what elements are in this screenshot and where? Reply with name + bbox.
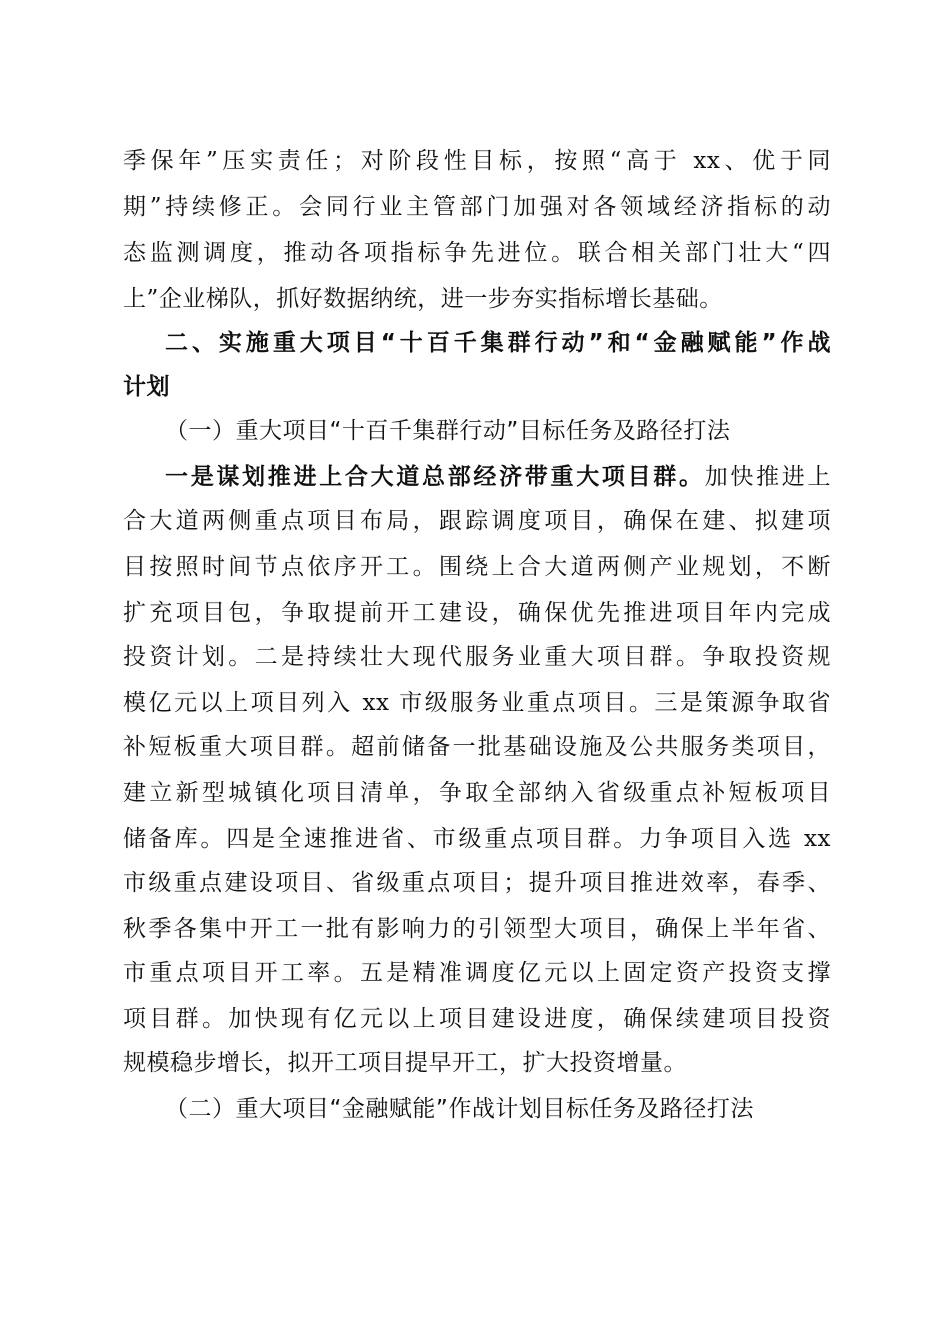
section-heading: 二、实施重大项目“十百千集群行动”和“金融赋能”作战 [165,330,831,356]
body-line: 项目群。加快现有亿元以上项目建设进度，确保续建项目投资 [123,1006,831,1032]
body-line: 秋季各集中开工一批有影响力的引领型大项目，确保上半年省、 [123,916,831,942]
body-line: 补短板重大项目群。超前储备一批基础设施及公共服务类项目， [123,734,831,760]
body-line: 态监测调度，推动各项指标争先进位。联合相关部门壮大“四 [123,240,831,266]
body-line: 建立新型城镇化项目清单，争取全部纳入省级重点补短板项目 [123,780,831,806]
body-line: 扩充项目包，争取提前开工建设，确保优先推进项目年内完成 [123,600,831,626]
body-line: 季保年”压实责任；对阶段性目标，按照“高于 xx、优于同 [123,148,831,174]
body-line: 上”企业梯队，抓好数据纳统，进一步夯实指标增长基础。 [123,286,723,312]
item-rest: 加快推进上 [704,464,832,490]
body-line-lead [165,455,831,499]
subsection-heading: （二）重大项目“金融赋能”作战计划目标任务及路径打法 [165,1096,754,1122]
subsection-heading: （一）重大项目“十百千集群行动”目标任务及路径打法 [165,418,731,444]
body-line: 投资计划。二是持续壮大现代服务业重大项目群。争取投资规 [123,644,831,670]
body-line: 市重点项目开工率。五是精准调度亿元以上固定资产投资支撑 [123,960,831,986]
body-line: 目按照时间节点依序开工。围绕上合大道两侧产业规划，不断 [123,554,831,580]
item-lead: 一是谋划推进上合大道总部经济带重大项目群。 [165,464,705,490]
section-heading-cont: 计划 [123,374,170,400]
body-line: 市级重点建设项目、省级重点项目；提升项目推进效率，春季、 [123,870,831,896]
body-line: 规模稳步增长，拟开工项目提早开工，扩大投资增量。 [123,1050,687,1076]
body-line: 期”持续修正。会同行业主管部门加强对各领域经济指标的动 [123,194,831,220]
body-line: 储备库。四是全速推进省、市级重点项目群。力争项目入选 xx [123,826,831,852]
body-line: 合大道两侧重点项目布局，跟踪调度项目，确保在建、拟建项 [123,508,831,534]
body-line: 模亿元以上项目列入 xx 市级服务业重点项目。三是策源争取省 [123,690,831,716]
